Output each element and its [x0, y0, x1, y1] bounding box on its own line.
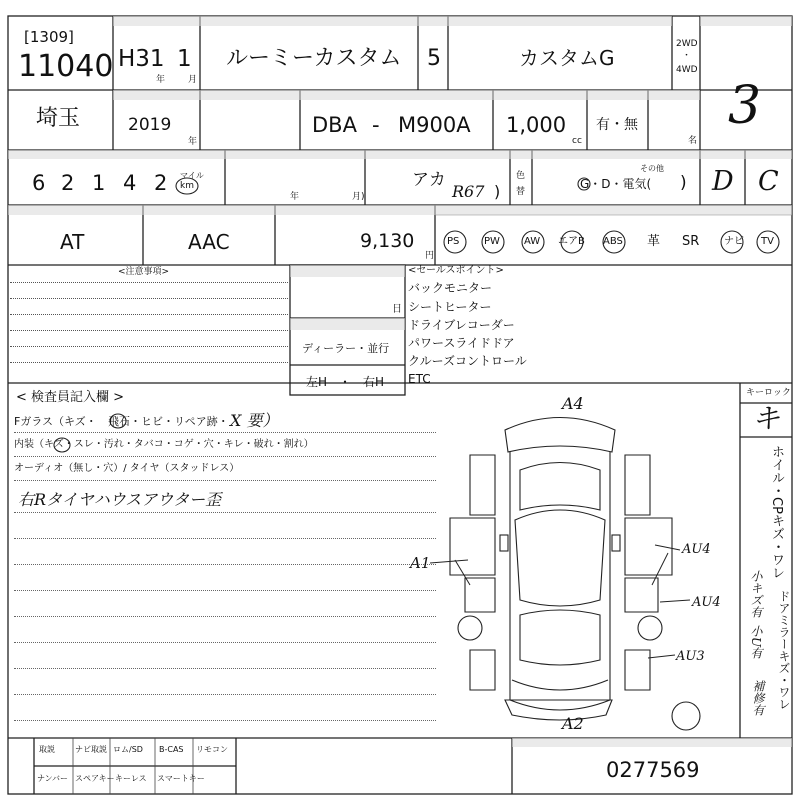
interior-line: 内装（キズ・スレ・汚れ・タバコ・コゲ・穴・キレ・破れ・割れ）	[14, 439, 314, 450]
inspection-line	[14, 538, 436, 539]
wheel-cap-damage: ホイル・CPキズ・ワレ	[769, 445, 784, 579]
model-year-label: 年	[188, 137, 198, 147]
footer-smart-key: スマートキー	[157, 774, 205, 783]
model-year: 2019	[128, 115, 172, 135]
side-note-1: 小キズ有	[749, 570, 763, 618]
sales-point: ETC	[408, 372, 431, 386]
notes-line	[10, 362, 288, 363]
equipment-abs: ABS	[603, 236, 623, 247]
recycle-fee: 9,130	[360, 230, 415, 252]
footer-bcas: B-CAS	[159, 745, 184, 754]
damage-mark-left: A1	[410, 554, 431, 572]
color-code-close: )	[494, 182, 501, 201]
equipment-airbag: エアB	[558, 236, 585, 247]
grade: カスタムG	[519, 46, 615, 70]
mileage-digit: 1	[92, 171, 106, 195]
unit-km: km	[180, 181, 194, 191]
sales-point: クルーズコントロール	[408, 354, 527, 368]
model-code: M900A	[398, 113, 471, 137]
inspector-note: 右Rタイヤハウスアウター歪	[18, 490, 222, 509]
chassis-number: 0277569	[606, 758, 700, 782]
registration-month-label: 月	[188, 75, 198, 85]
glass-mark: X 要）	[230, 411, 279, 430]
keylock-label: キーロック	[746, 388, 791, 398]
mileage-digit: 2	[154, 171, 168, 195]
registration-month: 1	[177, 46, 192, 72]
inspection-line	[14, 432, 436, 433]
drive-4wd: 4WD	[676, 65, 698, 75]
equipment-navi: ナビ	[724, 236, 744, 247]
drive-separator: ・	[682, 51, 692, 61]
prefecture: 埼玉	[36, 106, 81, 131]
inspection-year-label: 年	[290, 192, 300, 202]
equipment-tv: TV	[761, 236, 774, 247]
damage-mark-right-lower: AU3	[676, 649, 705, 664]
inspection-line	[14, 564, 436, 565]
mileage-digit: 4	[123, 171, 137, 195]
lot-number: 11040	[18, 49, 114, 84]
warranty-options: 有・無	[596, 117, 638, 133]
air-conditioning: AAC	[188, 230, 230, 254]
interior-grade: C	[758, 166, 779, 197]
notes-line	[10, 282, 288, 283]
equipment-pw: PW	[484, 236, 500, 247]
equipment-ps: PS	[447, 236, 460, 247]
footer-remote: リモコン	[196, 745, 228, 754]
equipment-leather: 革	[647, 234, 661, 249]
inspection-header: < 検査員記入欄 >	[16, 390, 125, 405]
model-prefix: DBA	[312, 113, 357, 137]
recycle-fee-unit: 円	[425, 251, 435, 261]
color-code: R67	[452, 182, 485, 201]
sales-point: シートヒーター	[408, 300, 492, 314]
notes-header: <注意事項>	[118, 267, 170, 277]
damage-mark-rear: A2	[562, 714, 584, 733]
registration-year-label: 年	[156, 75, 166, 85]
footer-keyless: キーレス	[115, 774, 147, 783]
glass-line-prefix: Fガラス（キズ・	[14, 415, 97, 428]
damage-mark-front: A4	[562, 394, 584, 413]
inspection-line	[14, 616, 436, 617]
footer-spare-key: スペアキー	[75, 774, 115, 783]
model-dash: -	[372, 113, 380, 137]
side-note-3: 補修有	[751, 680, 765, 716]
sales-point: パワースライドドア	[408, 336, 515, 350]
drive-2wd: 2WD	[676, 39, 698, 49]
door-count: 5	[427, 46, 441, 71]
door-mirror-damage: ドアミラーキズ・ワレ	[777, 590, 791, 710]
registration-era-year: H31	[118, 46, 165, 72]
fuel-close: )	[680, 173, 687, 193]
audio-tire-line: オーディオ（無し・穴）/ タイヤ（スタッドレス）	[14, 463, 240, 474]
exterior-grade: D	[712, 166, 734, 197]
color-name: アカ	[412, 170, 446, 190]
inspection-line	[14, 512, 436, 513]
color-change-1: 色	[516, 171, 526, 181]
keylock-value: キ	[752, 402, 781, 435]
inspection-line	[14, 668, 436, 669]
inspection-line	[14, 480, 436, 481]
footer-manual: 取説	[39, 745, 55, 754]
notes-line	[10, 330, 288, 331]
capacity-unit: 名	[688, 136, 698, 146]
inspection-month-label: 月)	[352, 192, 365, 202]
color-change-2: 替	[516, 187, 526, 197]
inspection-line	[14, 720, 436, 721]
overall-score: 3	[728, 76, 762, 136]
lot-code: [1309]	[24, 28, 74, 46]
unit-mile: マイル	[180, 171, 204, 180]
notes-line	[10, 298, 288, 299]
notes-line	[10, 346, 288, 347]
steering-side: 左H ・ 右H	[306, 375, 385, 389]
equipment-aw: AW	[524, 236, 541, 247]
glass-line-options: 飛石・ヒビ・リペア跡・	[108, 415, 229, 428]
damage-mark-right-mid: AU4	[692, 595, 721, 610]
side-note-2: 小U有	[749, 625, 763, 660]
inspection-line	[14, 590, 436, 591]
sales-points-header: <セールスポイント>	[408, 265, 504, 276]
fuel-options: G・D・電気(	[580, 177, 652, 191]
inspection-line	[14, 456, 436, 457]
mileage-digit: 6	[32, 171, 46, 195]
footer-number-plate: ナンバー	[37, 774, 69, 783]
damage-mark-right-upper: AU4	[682, 542, 711, 557]
footer-rom-sd: ロム/SD	[113, 745, 143, 754]
inspection-line	[14, 694, 436, 695]
footer-navi-manual: ナビ取説	[75, 745, 107, 754]
car-name: ルーミーカスタム	[226, 46, 402, 71]
equipment-sunroof: SR	[682, 234, 700, 249]
sales-point: バックモニター	[408, 281, 493, 295]
import-option: ディーラー・並行	[302, 342, 390, 355]
displacement: 1,000	[506, 113, 567, 137]
fuel-other-label: その他	[640, 164, 664, 173]
notes-line	[10, 314, 288, 315]
transmission: AT	[60, 230, 85, 254]
sales-point: ドライブレコーダー	[408, 318, 515, 332]
registration-day-label: 日	[392, 304, 402, 315]
inspection-line	[14, 642, 436, 643]
displacement-unit: cc	[572, 136, 582, 146]
mileage-digit: 2	[61, 171, 75, 195]
